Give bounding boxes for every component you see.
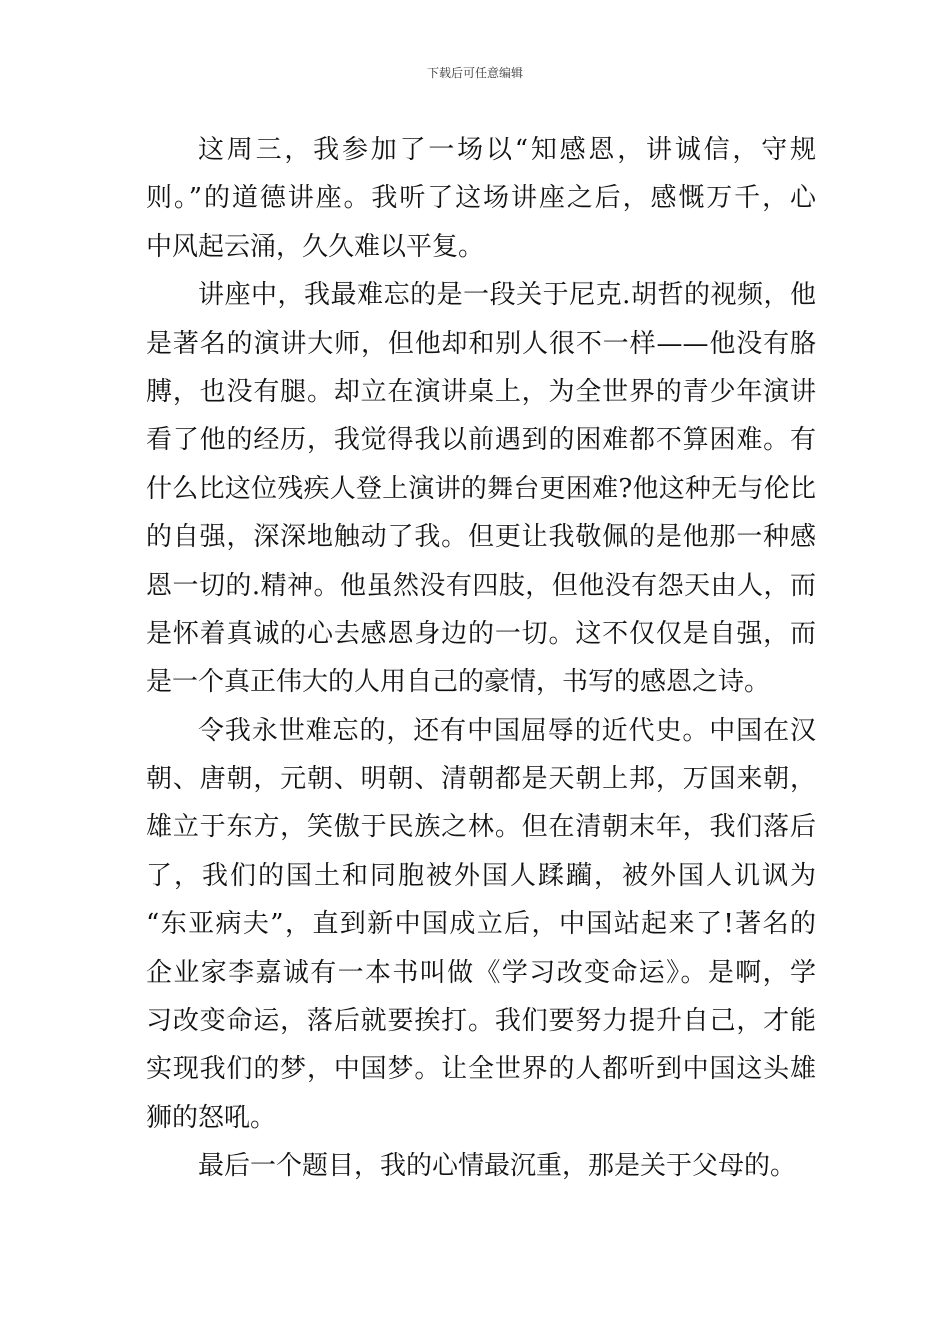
text-line: 恩一切的.精神。他虽然没有四肢，但他没有怨天由人，而 (146, 570, 816, 601)
text-line: 企业家李嘉诚有一本书叫做《学习改变命运》。是啊，学 (146, 957, 816, 988)
text-line: 膊，也没有腿。却立在演讲桌上，为全世界的青少年演讲 (146, 376, 816, 407)
text-line: 看了他的经历，我觉得我以前遇到的困难都不算困难。有 (146, 425, 816, 456)
text-line: 雄立于东方，笑傲于民族之林。但在清朝末年，我们落后 (146, 812, 816, 843)
text-line: 中风起云涌，久久难以平复。 (146, 231, 485, 262)
text-line: 令我永世难忘的，还有中国屈辱的近代史。中国在汉 (198, 715, 816, 746)
text-line: 了，我们的国土和同胞被外国人蹂躏，被外国人讥讽为 (146, 860, 816, 891)
text-line: “东亚病夫”，直到新中国成立后，中国站起来了!著名的 (146, 909, 816, 940)
paragraph (146, 707, 816, 1143)
text-line: 是怀着真诚的心去感恩身边的一切。这不仅仅是自强，而 (146, 618, 816, 649)
text-line: 什么比这位残疾人登上演讲的舞台更困难?他这种无与伦比 (146, 473, 816, 504)
text-line: 实现我们的梦，中国梦。让全世界的人都听到中国这头雄 (146, 1054, 816, 1085)
text-line: 则。”的道德讲座。我听了这场讲座之后，感慨万千，心 (146, 183, 816, 214)
paragraph (146, 126, 816, 271)
paragraph (146, 1142, 816, 1190)
text-line: 狮的怒吼。 (146, 1102, 277, 1133)
page-header: 下载后可任意编辑 (426, 66, 523, 80)
paragraph (146, 271, 816, 707)
text-line: 讲座中，我最难忘的是一段关于尼克.胡哲的视频，他 (198, 280, 816, 311)
text-line: 朝、唐朝，元朝、明朝、清朝都是天朝上邦，万国来朝， (146, 764, 816, 795)
text-line: 这周三，我参加了一场以“知感恩，讲诚信，守规 (198, 135, 816, 165)
document-body (146, 126, 816, 1191)
text-line: 习改变命运，落后就要挨打。我们要努力提升自己，才能 (146, 1006, 816, 1037)
text-line: 是著名的演讲大师，但他却和别人很不一样——他没有胳 (146, 328, 816, 359)
text-line: 最后一个题目，我的心情最沉重，那是关于父母的。 (198, 1151, 797, 1182)
text-line: 是一个真正伟大的人用自己的豪情，书写的感恩之诗。 (146, 667, 771, 698)
text-line: 的自强，深深地触动了我。但更让我敬佩的是他那一种感 (146, 522, 816, 553)
